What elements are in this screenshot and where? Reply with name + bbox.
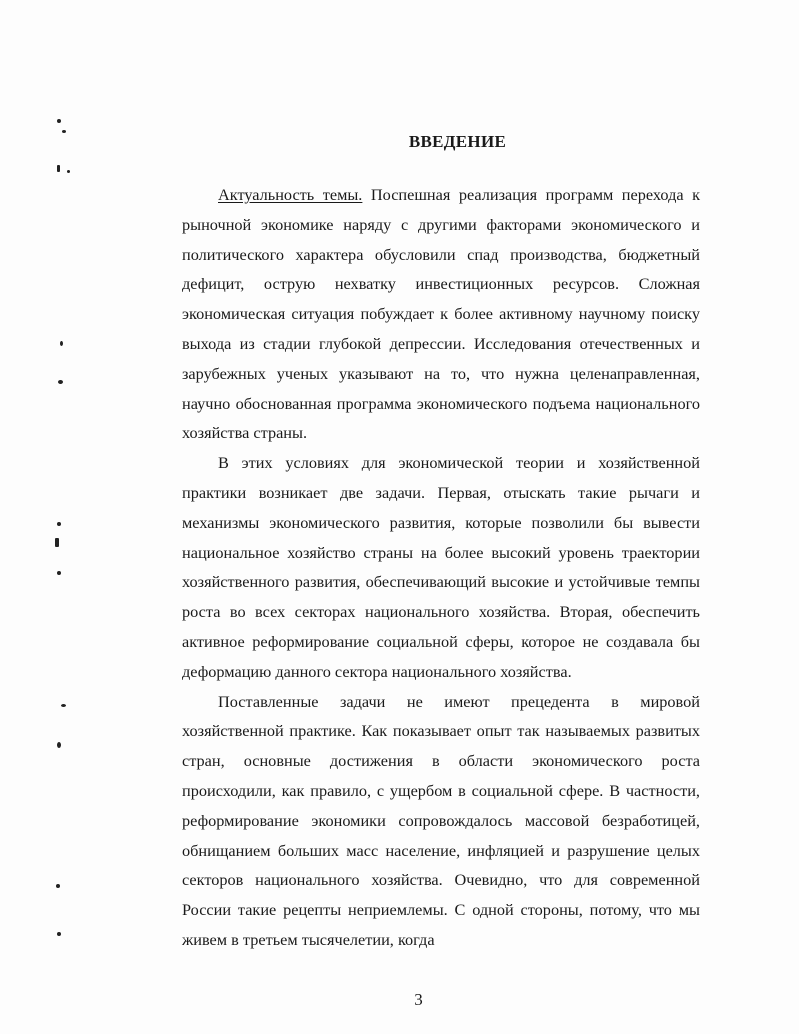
topic-relevance-label: Актуальность темы. xyxy=(218,185,363,204)
scan-speck xyxy=(57,522,61,526)
paragraph-1-text: Поспешная реализация программ перехода к рыночной экономике наряду с другими факторами экономического и политического характера обусловили спад производства, бюджетный дефицит, острую нехватку инвестиционных ресурсов. Сложная экономическая ситуация побуждает к более активному научному поиску выхода из стадии глубокой депрессии. Исследования отечественных и зарубежных ученых указывают на то, что нужна целенаправленная, научно обоснованная программа экономического подъема национального хозяйства страны. xyxy=(182,185,701,443)
scan-speck xyxy=(56,884,60,888)
scan-speck xyxy=(55,538,59,547)
scan-speck xyxy=(57,119,61,123)
scan-speck xyxy=(57,571,61,575)
paragraph-1 xyxy=(182,180,700,448)
scan-margin-marks xyxy=(0,0,120,1034)
scan-speck xyxy=(58,380,63,384)
scan-speck xyxy=(61,704,66,707)
scan-speck xyxy=(57,165,60,172)
paragraph-3: Поставленные задачи не имеют прецедента в мировой хозяйственной практике. Как показывает опыт так называемых развитых стран, основные достижения в области экономического роста происходили, как правило, с ущербом в социальной сфере. В частности, реформирование экономики сопровождалось массовой безработицей, обнищанием больших масс население, инфляцией и разрушение целых секторов национального хозяйства. Очевидно, что для современной России такие рецепты неприемлемы. С одной стороны, потому, что мы живем в третьем тысячелетии, когда xyxy=(182,691,700,949)
scan-speck xyxy=(60,341,63,346)
document-body xyxy=(182,180,700,955)
page-number: 3 xyxy=(414,990,423,1009)
scan-speck xyxy=(57,932,61,936)
paragraph-2: В этих условиях для экономической теории и хозяйственной практики возникает две задачи. Первая, отыскать такие рычаги и механизмы экономического развития, которые позволили бы вывести национальное хозяйство страны на более высокий уровень траектории хозяйственного развития, обеспечивающий высокие и устойчивые темпы роста во всех секторах национального хозяйства. Вторая, обеспечить активное реформирование социальной сферы, которое не создавала бы деформацию данного сектора национального хозяйства. xyxy=(182,453,700,681)
scan-speck xyxy=(57,742,61,748)
scan-speck xyxy=(67,170,70,173)
document-heading: ВВЕДЕНИЕ xyxy=(408,132,507,151)
